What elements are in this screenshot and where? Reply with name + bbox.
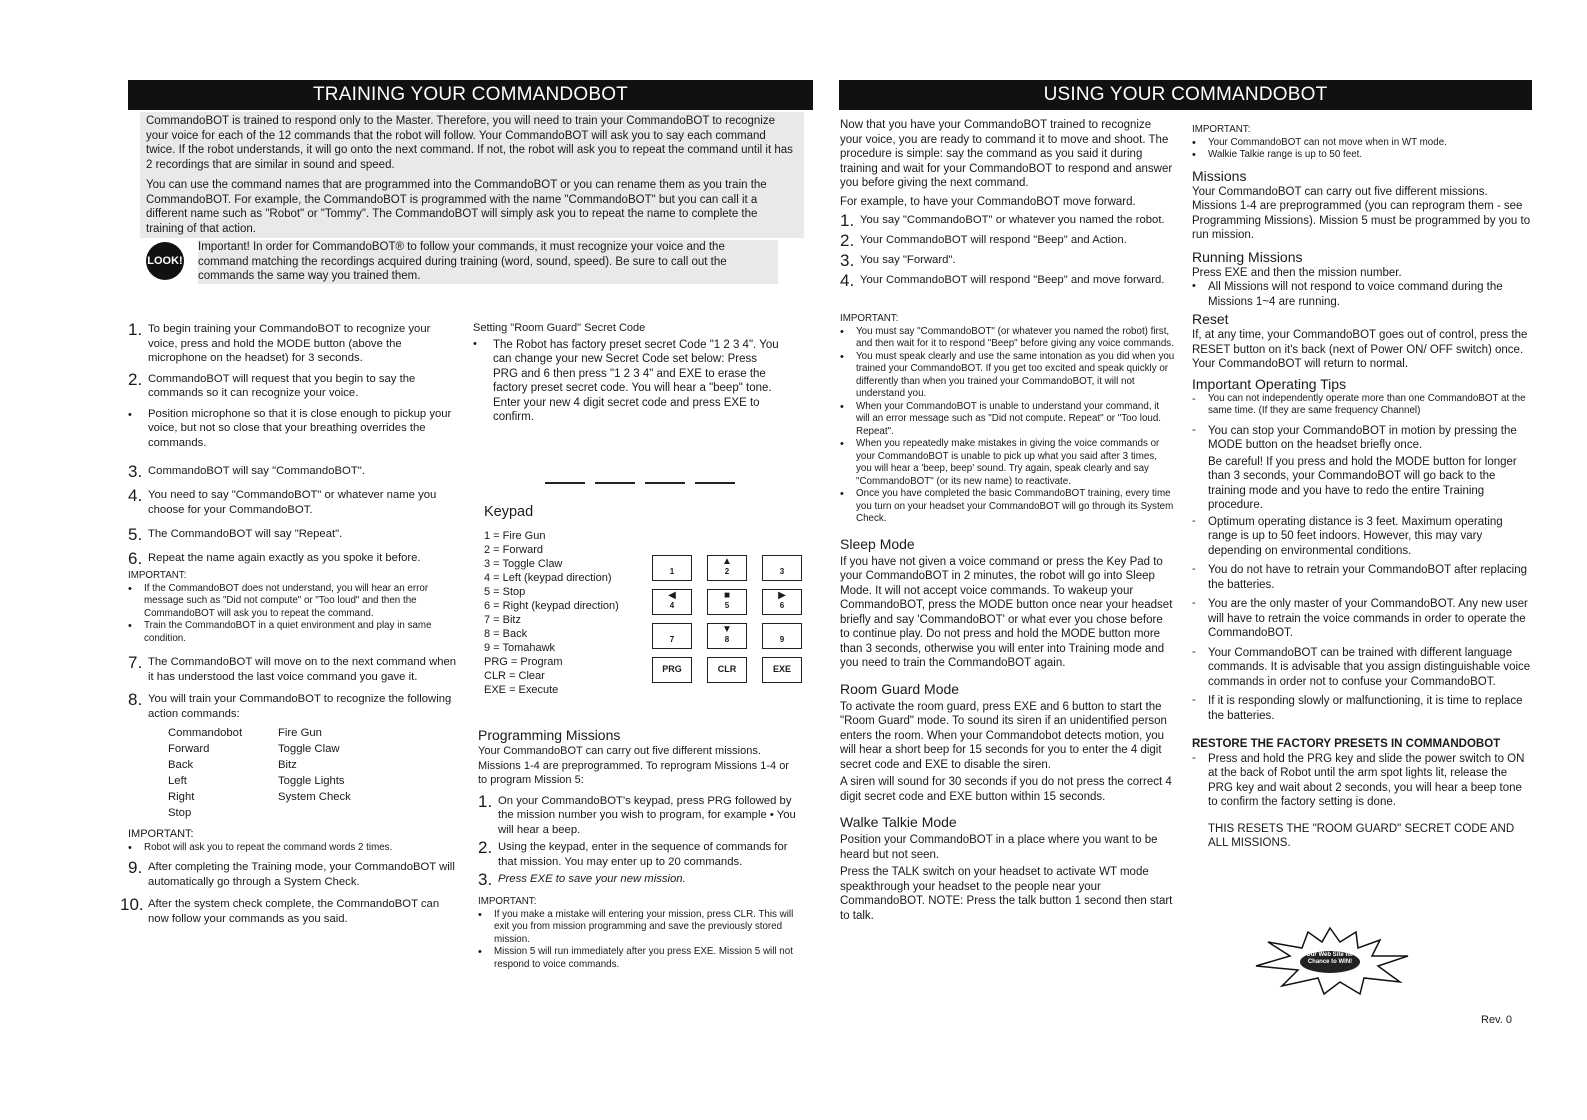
key-exe: EXE [762, 657, 802, 683]
down-arrow-icon: ▼ [722, 624, 732, 635]
keypad-legend [484, 529, 654, 697]
keypad-legend-item: CLR = Clear [484, 670, 545, 682]
using-important-item: • When you repeatedly make mistakes in giving the voice commands or your CommandoBOT is unable to pick up what you said after 3 times, you will hear a 'beep, beep' sound. Try again, speak clearly and say "CommandoBOT" (or its new name) to reactivate. [840, 438, 1160, 487]
step-1: 1. To begin training your CommandoBOT to recognize your voice, press and hold the MODE button (above the microphone on the headset) for 3 seconds. [128, 320, 431, 364]
using-column-2 [1192, 124, 1534, 851]
wt-important-item: • Your CommandoBOT can not move when in WT mode. [1192, 136, 1447, 149]
keypad-legend-item: 7 = Bitz [484, 614, 521, 626]
prog-step-2: 2. Using the keypad, enter in the sequence of commands for that mission. You may enter up to 20 commands. [478, 838, 788, 868]
reset-title: Reset [1192, 311, 1229, 327]
important-1-item-1: • If the CommandoBOT does not understand, you will hear an error message such as "Did not compute" or "Too loud" and then the CommandoBOT will ask you to repeat the command. [128, 582, 429, 619]
tip-item: - If it is responding slowly or malfunctioning, it is time to replace the batteries. [1192, 694, 1523, 722]
restore-note: THIS RESETS THE "ROOM GUARD" SECRET CODE AND ALL MISSIONS. [1208, 822, 1515, 849]
command-cell: Back [168, 759, 194, 771]
important-3-item-1: • If you make a mistake will entering your mission, press CLR. This will exit you from mission programming and save the previously stored mission. [478, 908, 794, 945]
key-8: ▼ 8 [707, 623, 747, 649]
revision-label: Rev. 0 [1481, 1014, 1512, 1026]
stop-square-icon: ■ [723, 590, 731, 601]
important-label-1: IMPORTANT: [128, 570, 187, 581]
prog-step-3: 3. Press EXE to save your new mission. [478, 870, 686, 889]
command-cell: Bitz [278, 759, 297, 771]
key-2: ▲ 2 [707, 555, 747, 581]
action-commands-table [168, 725, 351, 821]
left-arrow-icon: ◀ [668, 590, 676, 601]
keypad-legend-item: 2 = Forward [484, 544, 543, 556]
using-important-label: IMPORTANT: [840, 313, 899, 324]
keypad-legend-item: 8 = Back [484, 628, 528, 640]
missions-text: Your CommandoBOT can carry out five different missions. Missions 1-4 are preprogrammed (you can reprogram them - see Programming Missions). Mission 5 must be programmed by you to run mission. [1192, 185, 1531, 241]
look-text: Important! In order for CommandoBOT® to follow your commands, it must recognize your voice and the command matching the recordings acquired during training (word, sound, speed). Be sure to call out the commands the same way you trained them. [198, 240, 778, 284]
tip-item: - Optimum operating distance is 3 feet. Maximum operating range is up to 50 feet indoors. However, this may vary depending on environmental conditions. [1192, 514, 1503, 557]
wt-important-label: IMPORTANT: [1192, 124, 1251, 135]
key-1: 1 [652, 555, 692, 581]
prog-step-1: 1. On your CommandoBOT's keypad, press PRG followed by the mission number you wish to program, for example • You will hear a beep. [478, 791, 796, 836]
keypad-legend-item: 1 = Fire Gun [484, 530, 546, 542]
room-guard-text-2: A siren will sound for 30 seconds if you do not press the correct 4 digit secret code and EXE button within 15 seconds. [840, 776, 1172, 803]
using-column-1 [840, 118, 1175, 923]
command-cell: System Check [278, 791, 351, 803]
using-banner: USING YOUR COMMANDOBOT [839, 80, 1532, 110]
command-cell: Toggle Lights [278, 775, 345, 787]
code-entry-blanks [545, 482, 735, 484]
programming-missions-title: Programming Missions [478, 727, 621, 743]
secret-code-title: Setting "Room Guard" Secret Code [473, 322, 646, 334]
using-step-2: 2. Your CommandoBOT will respond "Beep" and Action. [840, 231, 1127, 250]
key-6: ▶ 6 [762, 589, 802, 615]
step-7: 7. The CommandoBOT will move on to the next command when it has understood the last voice command you gave it. [128, 653, 457, 683]
running-missions-text: Press EXE and then the mission number. [1192, 266, 1402, 279]
walkie-talkie-title: Walke Talkie Mode [840, 814, 957, 830]
step-6: 6. Repeat the name again exactly as you spoke it before. [128, 549, 421, 568]
reset-text: If, at any time, your CommandoBOT goes out of control, press the RESET button on it's back (next of Power ON/ OFF switch) once. Your CommandoBOT will return to normal. [1192, 329, 1528, 370]
walkie-talkie-text-1: Position your CommandoBOT in a place where you want to be heard but not seen. [840, 834, 1158, 861]
key-prg: PRG [652, 657, 692, 683]
keypad-legend-item: 3 = Toggle Claw [484, 558, 563, 570]
using-step-4: 4. Your CommandoBOT will respond "Beep" and move forward. [840, 271, 1165, 290]
keypad-legend-item: 5 = Stop [484, 586, 526, 598]
important-3-item-2: • Mission 5 will run immediately after you press EXE. Mission 5 will not respond to voice commands. [478, 946, 793, 970]
tip-item: - You can stop your CommandoBOT in motion by pressing the MODE button on the headset briefly once. [1192, 423, 1517, 451]
keypad-legend-item: 9 = Tomahawk [484, 642, 556, 654]
running-missions-title: Running Missions [1192, 248, 1303, 265]
step-3: 3. CommandoBOT will say "CommandoBOT". [128, 462, 365, 481]
keypad-legend-item: PRG = Program [484, 656, 563, 668]
using-important-item: • You must say "CommandoBOT" (or whatever you named the robot) first, and then wait for it to respond "Beep" before giving any voice commands. [840, 325, 1174, 349]
sleep-mode-title: Sleep Mode [840, 535, 915, 552]
training-steps [120, 320, 458, 926]
training-banner: TRAINING YOUR COMMANDOBOT [128, 80, 813, 110]
key-3: 3 [762, 555, 802, 581]
tip-item: - You are the only master of your CommandoBOT. Any new user will have to retrain the voice commands in order to operate the CommandoBOT. [1192, 597, 1528, 639]
using-example: For example, to have your CommandoBOT move forward. [840, 195, 1136, 208]
look-callout [142, 240, 782, 282]
important-2-item: • Robot will ask you to repeat the command words 2 times. [128, 841, 393, 854]
keypad-diagram [652, 555, 802, 685]
contest-logo [1240, 926, 1420, 996]
command-cell: Commandobot [168, 727, 243, 739]
secret-code-section [473, 321, 783, 425]
command-cell: Toggle Claw [278, 743, 340, 755]
key-7: 7 [652, 623, 692, 649]
using-important-item: • You must speak clearly and use the same intonation as you did when you trained your CommandoBOT. If you get too excited and speak quickly or differently than when you trained your CommandoBOT, it will not understand you. [840, 350, 1175, 399]
intro-paragraph-2: You can use the command names that are programmed into the CommandoBOT or you can rename them as you train the CommandoBOT. For example, the CommandoBOT is programmed with the name "CommandoBOT" but you can call it a different name such as "Robot" or "Tommy". The CommandoBOT will simply ask you to repeat the name to complete the training of that action. [146, 179, 767, 235]
using-step-1: 1. You say "CommandoBOT" or whatever you named the robot. [840, 211, 1165, 230]
wt-important-item: • Walkie Talkie range is up to 50 feet. [1192, 149, 1363, 161]
key-9: 9 [762, 623, 802, 649]
tip-item: - Your CommandoBOT can be trained with different language commands. It is advisable that you assign distinguishable voice commands in order not to confuse your CommandoBOT. [1192, 645, 1531, 688]
restore-text: - Press and hold the PRG key and slide the power switch to ON at the back of Robot until the arm spot lights lit, release the PRG key and wait about 2 seconds, you will hear a beep tone to confirm the factory setting is done. [1192, 751, 1525, 808]
step-mic-tip: • Position microphone so that it is close enough to pickup your voice, but not so close that your breathing overrides the commands. [128, 407, 452, 449]
using-step-3: 3. You say "Forward". [840, 251, 956, 270]
missions-title: Missions [1192, 167, 1247, 184]
step-10: 10. After the system check complete, the CommandoBOT can now follow your commands as you said. [120, 895, 440, 925]
programming-missions-section [478, 727, 798, 971]
look-badge: LOOK! [146, 242, 184, 280]
walkie-talkie-text-2: Press the TALK switch on your headset to activate WT mode speakthrough your headset to the people near your CommandoBOT. NOTE: Press the talk button 1 second then start to talk. [840, 866, 1173, 922]
secret-code-text: • The Robot has factory preset secret Code "1 2 3 4". You can change your new Secret Code set below: Press PRG and 6 then press "1 2 3 4" and EXE to erase the factory preset secret code. You will hear a "beep" tone. Enter your new 4 digit secret code and press EXE to confirm. [473, 337, 779, 423]
running-missions-bullet: • All Missions will not respond to voice command during the Missions 1~4 are running. [1192, 280, 1503, 308]
using-important-item: • Once you have completed the basic CommandoBOT training, every time you turn on your headset your CommandoBOT will go through its System Check. [840, 488, 1174, 524]
sleep-mode-text: If you have not given a voice command or press the Key Pad to your CommandoBOT in 2 minutes, the robot will go into Sleep Mode. It will not accept voice commands. To wakeup your CommandoBOT, press the MODE button once near your headset briefly and say 'CommandoBOT' or what ever you chose before to continue play. Do not press and hold the MODE button more than 3 seconds, otherwise you will enter into Training mode and you need to train the CommandoBOT again. [840, 555, 1173, 669]
training-intro [140, 112, 804, 238]
restore-title: RESTORE THE FACTORY PRESETS IN COMMANDOBOT [1192, 738, 1501, 750]
operating-tips-title: Important Operating Tips [1192, 375, 1347, 392]
code-blank-1 [545, 482, 585, 484]
key-5: ■ 5 [707, 589, 747, 615]
step-9: 9. After completing the Training mode, your CommandoBOT will automatically go through a System Check. [128, 858, 455, 888]
step-4: 4. You need to say "CommandoBOT" or whatever name you choose for your CommandoBOT. [128, 486, 437, 516]
step-8: 8. You will train your CommandoBOT to recognize the following action commands: [128, 690, 452, 720]
important-label-3: IMPORTANT: [478, 896, 537, 907]
command-cell: Left [168, 775, 187, 787]
command-cell: Right [168, 791, 195, 803]
important-label-2: IMPORTANT: [128, 828, 194, 840]
key-4: ◀ 4 [652, 589, 692, 615]
tip-item-small: - You can not independently operate more than one CommandoBOT at the same time. (If they are same frequency Channel) [1192, 392, 1526, 416]
code-blank-2 [595, 482, 635, 484]
programming-missions-text: Your CommandoBOT can carry out five different missions. Missions 1-4 are preprogrammed. To reprogram Missions 1-4 or to program Mission 5: [478, 745, 789, 786]
code-blank-4 [695, 482, 735, 484]
using-important-item: • When your CommandoBOT is unable to understand your command, it will an error message such as "Did not compute. Repeat" or "Too loud. Repeat". [840, 400, 1162, 437]
code-blank-3 [645, 482, 685, 484]
up-arrow-icon: ▲ [722, 556, 732, 567]
room-guard-title: Room Guard Mode [840, 680, 960, 697]
command-cell: Fire Gun [278, 727, 322, 739]
right-arrow-icon: ▶ [778, 590, 786, 601]
intro-paragraph-1: CommandoBOT is trained to respond only to the Master. Therefore, you will need to train your CommandoBOT to recognize your voice for each of the 12 commands that the robot will follow. Your CommandoBOT will ask you to say each command twice. If the robot understands, it will go onto the next command. If not, the robot will ask you to repeat the command until it has 2 recordings that are similar in sound and speed. [146, 115, 793, 171]
room-guard-text-1: To activate the room guard, press EXE and 6 button to start the "Room Guard" mode. To sound its siren if an unidentified person enters the room. When your Commandobot detects motion, you will hear a short beep for 15 seconds for you to enter the 4 digit secret code and EXE to disable the siren. [840, 700, 1167, 771]
contest-logo-text: Visit Our Web Site for Your Chance to WIN! [1291, 952, 1369, 965]
keypad-legend-item: 6 = Right (keypad direction) [484, 600, 619, 612]
command-cell: Forward [168, 743, 210, 755]
step-5: 5. The CommandoBOT will say "Repeat". [128, 525, 343, 544]
keypad-title: Keypad [484, 504, 534, 520]
tip-item: - You do not have to retrain your CommandoBOT after replacing the batteries. [1192, 563, 1527, 591]
using-intro: Now that you have your CommandoBOT trained to recognize your voice, you are ready to command it to move and shoot. The procedure is simple: say the command as you said it during training and wait for your CommandoBOT to respond and answer you before giving the next command. [840, 119, 1173, 189]
key-clr: CLR [707, 657, 747, 683]
keypad-legend-item: EXE = Execute [484, 684, 559, 696]
important-1-item-2: • Train the CommandoBOT in a quiet environment and play in same condition. [128, 620, 432, 644]
tip-item: Be careful! If you press and hold the MODE button for longer than 3 seconds, your CommandoBOT will go back to the training mode and you have to redo the entire Training procedure. [1208, 455, 1517, 511]
step-2: 2. CommandoBOT will request that you begin to say the commands so it can recognize your voice. [128, 369, 416, 399]
command-cell: Stop [168, 807, 192, 819]
keypad-legend-item: 4 = Left (keypad direction) [484, 572, 612, 584]
